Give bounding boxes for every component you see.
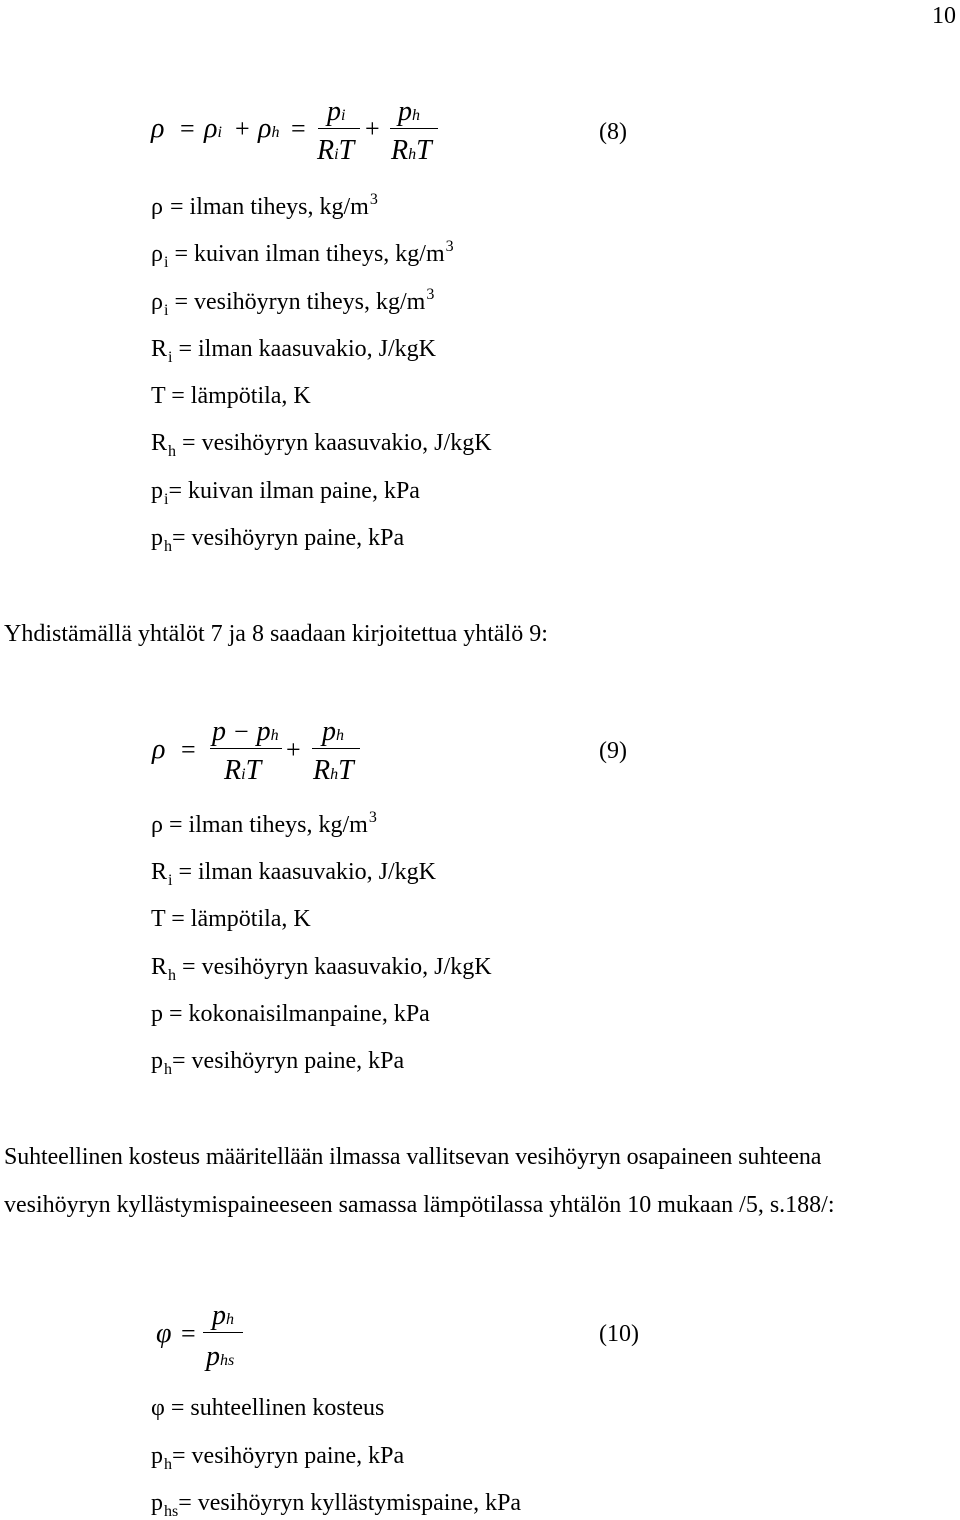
eq9-legend-item: ρ = ilman tiheys, $kg/m^3$: [151, 809, 377, 838]
eq8-legend-item: $p_h=$ vesihöyryn paine, kPa: [151, 525, 405, 555]
eq9-frac1-numerator: p − ph: [212, 716, 279, 747]
eq8-legend-item: $R_h$ = vesihöyryn kaasuvakio, J/kgK: [151, 430, 492, 460]
eq9-frac1-denominator: RiT: [224, 755, 262, 786]
eq8-legend-item: T = lämpötila, K: [151, 383, 311, 409]
eq10-denominator: phs: [206, 1341, 235, 1372]
eq9-frac1-bar: [210, 748, 282, 749]
paragraph-relative-humidity-line-2: vesihöyryn kyllästymispaineeseen samassa lämpötilassa yhtälön 10 mukaan /5, s.188/:: [4, 1192, 835, 1218]
eq9-plus: +: [286, 735, 301, 764]
eq10-legend-item: φ = suhteellinen kosteus: [151, 1395, 385, 1421]
eq8-rho: ρ: [151, 113, 165, 144]
eq9-legend-item: $R_h$ = vesihöyryn kaasuvakio, J/kgK: [151, 954, 492, 984]
eq9-frac2-bar: [312, 748, 360, 749]
eq8-legend-item: $p_i=$ kuivan ilman paine, kPa: [151, 478, 420, 508]
eq9-frac2-denominator: RhT: [313, 755, 354, 786]
eq10-legend-item: $p_h=$ vesihöyryn paine, kPa: [151, 1443, 405, 1473]
eq8-legend-item: $\rho_i$ = kuivan ilman tiheys, $kg/m^3$: [151, 238, 454, 271]
eq9-legend-item: p = kokonaisilmanpaine, kPa: [151, 1001, 430, 1027]
eq8-frac2-denominator: RhT: [391, 135, 432, 166]
eq8-frac2-numerator: ph: [398, 96, 420, 127]
eq8-plus-2: +: [365, 114, 380, 143]
eq9-legend-item: $R_i$ = ilman kaasuvakio, J/kgK: [151, 859, 436, 889]
eq8-legend-item: $\rho_i$ = vesihöyryn tiheys, $kg/m^3$: [151, 286, 435, 319]
eq8-frac1-denominator: RiT: [317, 135, 355, 166]
eq9-number: (9): [599, 738, 627, 764]
eq10-equals: =: [181, 1319, 196, 1348]
eq9-legend-item: T = lämpötila, K: [151, 906, 311, 932]
eq8-rho-h: ρh: [258, 113, 280, 144]
eq8-frac1-numerator: pi: [327, 96, 346, 127]
eq8-equals-1: =: [180, 114, 195, 143]
paragraph-relative-humidity-line-1: Suhteellinen kosteus määritellään ilmassa vallitsevan vesihöyryn osapaineen suhteena: [4, 1144, 822, 1170]
eq9-rho: ρ: [152, 734, 166, 765]
eq8-legend-item: ρ = ilman tiheys, $kg/m^3$: [151, 191, 378, 220]
eq8-legend-item: $R_i$ = ilman kaasuvakio, J/kgK: [151, 336, 436, 366]
eq9-legend-item: $p_h=$ vesihöyryn paine, kPa: [151, 1048, 405, 1078]
eq8-frac2-bar: [390, 128, 438, 129]
paragraph-combine-equations: Yhdistämällä yhtälöt 7 ja 8 saadaan kirjoitettua yhtälö 9:: [4, 621, 548, 647]
page-number: 10: [932, 3, 956, 29]
eq8-equals-2: =: [291, 114, 306, 143]
eq9-frac2-numerator: ph: [322, 716, 344, 747]
eq10-numerator: ph: [212, 1300, 234, 1331]
eq8-number: (8): [599, 119, 627, 145]
eq10-legend-item: $p_{hs}=$ vesihöyryn kyllästymispaine, kPa: [151, 1490, 522, 1520]
eq9-equals: =: [181, 735, 196, 764]
eq10-frac-bar: [203, 1332, 243, 1333]
eq8-plus-1: +: [235, 114, 250, 143]
eq8-rho-i: ρi: [204, 113, 222, 144]
eq8-frac1-bar: [318, 128, 360, 129]
eq10-phi: φ: [156, 1318, 172, 1349]
eq10-number: (10): [599, 1321, 639, 1347]
